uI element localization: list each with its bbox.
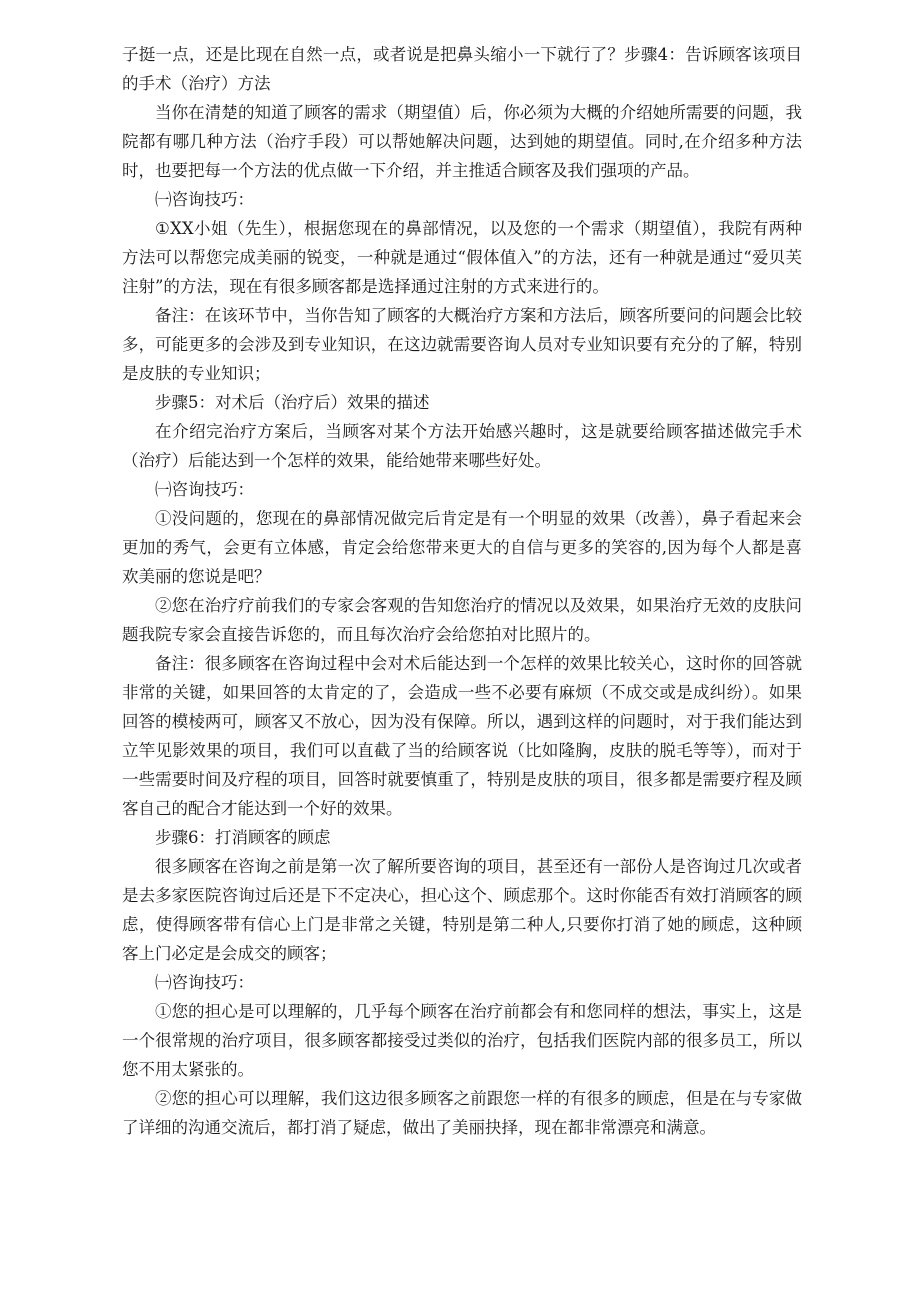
paragraph-note: 备注：在该环节中，当你告知了顾客的大概治疗方案和方法后，顾客所要问的问题会比较多，可能更多的会涉及到专业知识，在这边就需要咨询人员对专业知识要有充分的了解，特别是皮肤的专业知识；: [122, 306, 802, 383]
heading-consult-tips: ㈠咨询技巧：: [155, 973, 254, 992]
heading-step5: 步骤5：对术后（治疗后）效果的描述: [155, 393, 430, 412]
document-page: [122, 40, 802, 1142]
heading-consult-tips: ㈠咨询技巧：: [155, 480, 254, 499]
paragraph-tip-1: ①您的担心是可以理解的，几乎每个顾客在治疗前都会有和您同样的想法，事实上，这是一个很常规的治疗项目，很多顾客都接受过类似的治疗，包括我们医院内部的很多员工，所以您不用太紧张的。: [122, 1002, 802, 1079]
paragraph-tip-2: ②您在治疗疗前我们的专家会客观的告知您治疗的情况以及效果，如果治疗无效的皮肤问题我院专家会直接告诉您的，而且每次治疗会给您拍对比照片的。: [122, 596, 802, 644]
paragraph-step4-body: 当你在清楚的知道了顾客的需求（期望值）后，你必须为大概的介绍她所需要的问题，我院都有哪几种方法（治疗手段）可以帮她解决问题，达到她的期望值。同时,在介绍多种方法时，也要把每一个方法的优点做一下介绍，并主推适合顾客及我们强项的产品。: [122, 103, 802, 180]
paragraph-step6-body: 很多顾客在咨询之前是第一次了解所要咨询的项目，甚至还有一部份人是咨询过几次或者是去多家医院咨询过后还是下不定决心，担心这个、顾虑那个。这时你能否有效打消顾客的顾虑，使得顾客带有信心上门是非常之关键，特别是第二种人,只要你打消了她的顾虑，这种顾客上门必定是会成交的顾客；: [122, 857, 802, 963]
paragraph-tip-1: ①没问题的，您现在的鼻部情况做完后肯定是有一个明显的效果（改善），鼻子看起来会更加的秀气，会更有立体感，肯定会给您带来更大的自信与更多的笑容的,因为每个人都是喜欢美丽的您说是吧？: [122, 509, 802, 586]
paragraph-tip-1: ①XX小姐（先生），根据您现在的鼻部情况，以及您的一个需求（期望值），我院有两种方法可以帮您完成美丽的锐变，一种就是通过“假体值入”的方法，还有一种就是通过“爱贝芙注射”的方法，现在有很多顾客都是选择通过注射的方式来进行的。: [122, 219, 802, 296]
paragraph-step5-body: 在介绍完治疗方案后，当顾客对某个方法开始感兴趣时，这是就要给顾客描述做完手术（治疗）后能达到一个怎样的效果，能给她带来哪些好处。: [122, 422, 802, 470]
paragraph-tip-2: ②您的担心可以理解，我们这边很多顾客之前跟您一样的有很多的顾虑，但是在与专家做了详细的沟通交流后，都打消了疑虑，做出了美丽抉择，现在都非常漂亮和满意。: [122, 1089, 802, 1137]
paragraph-note: 备注：很多顾客在咨询过程中会对术后能达到一个怎样的效果比较关心，这时你的回答就非常的关键，如果回答的太肯定的了，会造成一些不必要有麻烦（不成交或是成纠纷）。如果回答的模棱两可，顾客又不放心，因为没有保障。所以，遇到这样的问题时，对于我们能达到立竿见影效果的项目，我们可以直截了当的给顾客说（比如隆胸，皮肤的脱毛等等），而对于一些需要时间及疗程的项目，回答时就要慎重了，特别是皮肤的项目，很多都是需要疗程及顾客自己的配合才能达到一个好的效果。: [122, 654, 802, 818]
paragraph-step4-intro: 子挺一点，还是比现在自然一点，或者说是把鼻头缩小一下就行了？步骤4：告诉顾客该项目的手术（治疗）方法: [122, 45, 802, 93]
heading-step6: 步骤6：打消顾客的顾虑: [155, 828, 331, 847]
heading-consult-tips: ㈠咨询技巧：: [155, 190, 254, 209]
